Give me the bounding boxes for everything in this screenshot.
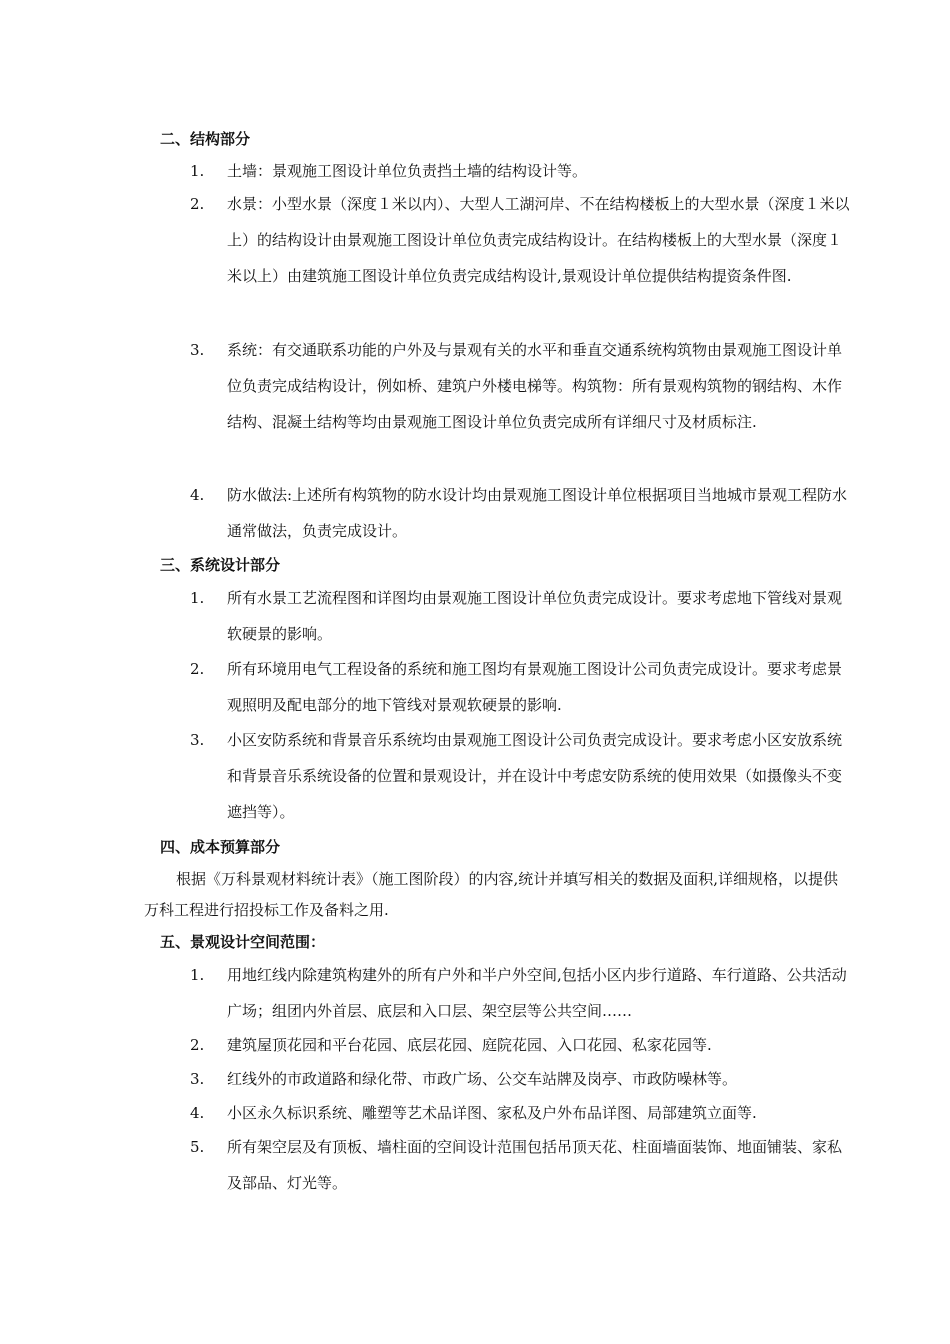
section-heading-cost-budget: 四、成本预算部分 [160,838,281,856]
list-item-text: 防水做法:上述所有构筑物的防水设计均由景观施工图设计单位根据项目当地城市景观工程防水通常做法，负责完成设计。 [227,486,848,540]
list-item [190,477,850,549]
list-item [190,1095,850,1131]
section-heading-design-scope: 五、景观设计空间范围： [160,933,326,951]
list-item-number: 2. [190,195,205,213]
cost-budget-paragraph: 根据《万科景观材料统计表》（施工图阶段）的内容,统计并填写相关的数据及面积,详细规格，以提供万科工程进行招投标工作及备料之用. [144,870,839,919]
list-item [190,722,850,830]
list-item-text: 水景：小型水景（深度１米以内）、大型人工湖河岸、不在结构楼板上的大型水景（深度１米以上）的结构设计由景观施工图设计单位负责完成结构设计。在结构楼板上的大型水景（深度１米以上）由建筑施工图设计单位负责完成结构设计,景观设计单位提供结构提资条件图. [227,195,850,285]
list-item [190,332,850,440]
list-item-text: 系统：有交通联系功能的户外及与景观有关的水平和垂直交通系统构筑物由景观施工图设计单位负责完成结构设计，例如桥、建筑户外楼电梯等。构筑物：所有景观构筑物的钢结构、木作结构、混凝土结构等均由景观施工图设计单位负责完成所有详细尺寸及材质标注. [227,341,843,431]
list-item-text: 红线外的市政道路和绿化带、市政广场、公交车站牌及岗亭、市政防噪林等。 [227,1070,738,1088]
list-item-text: 所有水景工艺流程图和详图均由景观施工图设计单位负责完成设计。要求考虑地下管线对景观软硬景的影响。 [227,589,843,643]
list-item-text: 小区永久标识系统、雕塑等艺术品详图、家私及户外布品详图、局部建筑立面等. [227,1104,757,1122]
list-item-number: 4. [190,1104,205,1122]
list-item [190,651,850,723]
list-item-number: 3. [190,731,205,749]
section-heading-structure: 二、结构部分 [160,130,251,148]
list-item [190,153,850,189]
section-heading-systems: 三、系统设计部分 [160,556,281,574]
list-item-text: 小区安防系统和背景音乐系统均由景观施工图设计公司负责完成设计。要求考虑小区安放系统和背景音乐系统设备的位置和景观设计，并在设计中考虑安防系统的使用效果（如摄像头不变遮挡等）。 [227,731,843,821]
list-item [190,957,850,1029]
list-item-text: 建筑屋顶花园和平台花园、底层花园、庭院花园、入口花园、私家花园等. [227,1036,712,1054]
list-item-text: 用地红线内除建筑构建外的所有户外和半户外空间,包括小区内步行道路、车行道路、公共活动广场；组团内外首层、底层和入口层、架空层等公共空间…… [227,966,847,1020]
list-item-number: 1. [190,966,205,984]
list-item-number: 5. [190,1138,205,1156]
list-item [190,1027,850,1063]
list-item-number: 4. [190,486,205,504]
list-item [190,186,850,294]
list-item-text: 所有环境用电气工程设备的系统和施工图均有景观施工图设计公司负责完成设计。要求考虑景观照明及配电部分的地下管线对景观软硬景的影响. [227,660,843,714]
list-item-number: 3. [190,341,205,359]
list-item-number: 1. [190,162,205,180]
list-item-number: 2. [190,660,205,678]
list-item [190,1129,850,1201]
list-item [190,1061,850,1097]
list-item-text: 所有架空层及有顶板、墙柱面的空间设计范围包括吊顶天花、柱面墙面装饰、地面铺装、家私及部品、灯光等。 [227,1138,843,1192]
list-item-number: 1. [190,589,205,607]
list-item-number: 3. [190,1070,205,1088]
list-item-text: 土墙：景观施工图设计单位负责挡土墙的结构设计等。 [227,162,588,180]
list-item [190,580,850,652]
list-item-number: 2. [190,1036,205,1054]
